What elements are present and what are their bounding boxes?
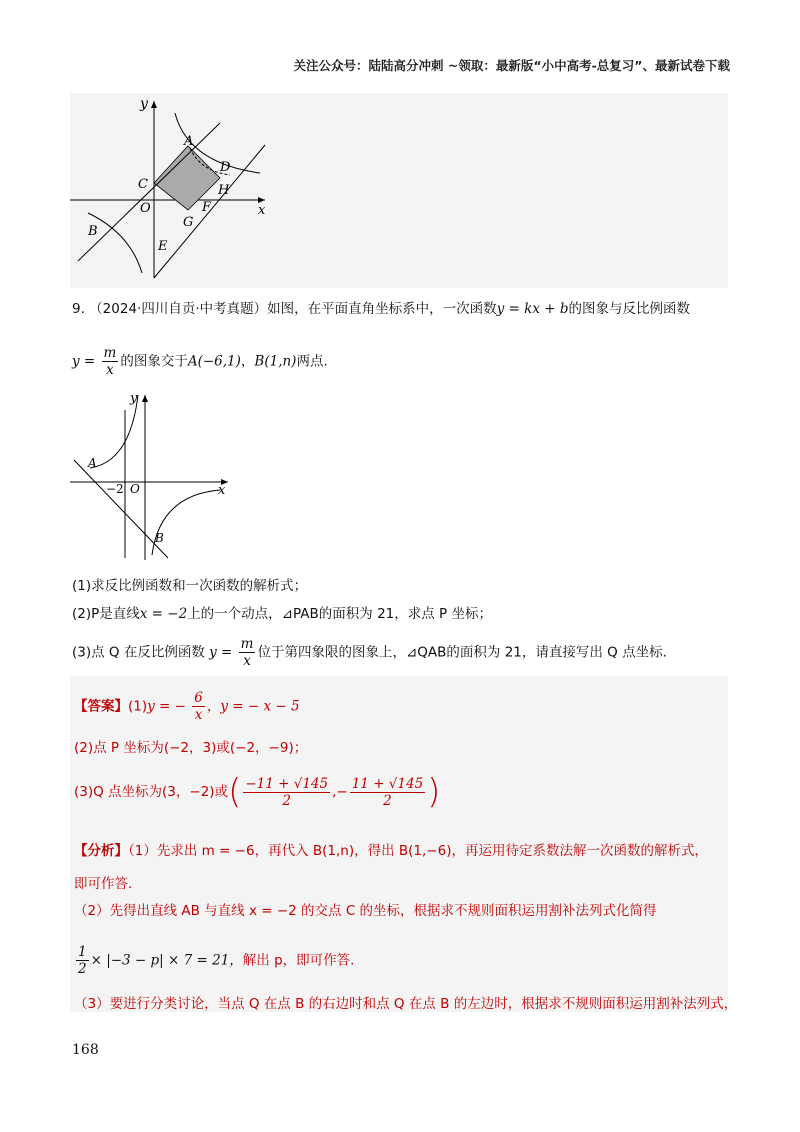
a3-comma: , <box>332 784 337 800</box>
a3-minus: − <box>336 784 348 800</box>
figure-2-svg <box>70 390 230 565</box>
fig1-label-O: O <box>140 201 151 216</box>
fig1-label-G: G <box>183 215 194 230</box>
fig1-label-x: x <box>258 203 266 218</box>
part-1-text: (1)求反比例函数和一次函数的解析式； <box>72 578 308 594</box>
q9-intro-suffix: 的图象与反比例函数 <box>568 301 690 317</box>
p3-suffix: 位于第四象限的图象上，⊿QAB的面积为 21，请直接写出 Q 点坐标. <box>257 644 667 661</box>
fig2-label-B: B <box>155 531 164 545</box>
q9-intro-text: 9. （2024·四川自贡·中考真题）如图，在平面直角坐标系中，一次函数 <box>72 301 497 317</box>
answer-line-3 <box>74 772 440 812</box>
q9-inverse-lhs: y = <box>72 353 96 370</box>
figure-1-svg <box>70 93 728 288</box>
a1-linear: ，y = − x − 5 <box>206 698 300 715</box>
part-2-line <box>72 602 492 622</box>
a3-prefix: (3)Q 点坐标为(3，−2)或 <box>74 784 229 800</box>
figure-2-graph <box>70 390 230 565</box>
fig2-label-O: O <box>130 482 140 496</box>
a3-fraction-1: $\frac{-11 + √145}{2}$ <box>245 775 329 809</box>
q9-point-b: B(1,n) <box>254 353 297 370</box>
fig1-label-D: D <box>220 160 231 175</box>
q9-inverse-fraction: $\frac{m}{x}$ <box>103 345 117 378</box>
analysis-label: 【分析】 <box>74 843 128 859</box>
analysis-line-5: （3）要进行分类讨论，当点 Q 在点 B 的右边时和点 Q 在点 B 的左边时，根据求不规则面积运用割补法列式， <box>74 996 738 1012</box>
fig2-label-x: x <box>218 483 226 498</box>
question-9-line2 <box>72 345 328 378</box>
a3-open-paren: ( <box>228 772 242 812</box>
fig1-label-B: B <box>88 224 98 239</box>
p2-suffix: 上的一个动点，⊿PAB的面积为 21，求点 P 坐标； <box>187 606 492 622</box>
p2-formula: x = −2 <box>139 606 188 622</box>
analysis-expression: × |−3 − p| × 7 = 21， <box>90 952 243 969</box>
p3-lhs: y = <box>209 644 233 661</box>
q9-separator: ， <box>240 353 255 370</box>
analysis-line-2: 即可作答. <box>74 876 133 892</box>
analysis-half-fraction: $\frac{1}{2}$ <box>78 944 87 977</box>
fig2-label-y: y <box>130 391 138 406</box>
a1-prefix: (1) <box>128 698 148 715</box>
a1-lhs: y = − <box>147 698 186 715</box>
answer-label: 【答案】 <box>74 698 128 715</box>
fig1-label-H: H <box>218 183 230 198</box>
a3-fraction-2: $\frac{11 + √145}{2}$ <box>351 775 424 809</box>
fig1-label-y: y <box>140 96 148 112</box>
p2-prefix: (2)P是直线 <box>72 606 140 622</box>
analysis-text-1: （1）先求出 m = −6，再代入 B(1,n)，得出 B(1,−6)，再运用待定系数法解一次函数的解析式， <box>128 843 708 859</box>
q9-point-a: A(−6,1) <box>187 353 241 370</box>
fig1-label-F: F <box>202 200 212 215</box>
page-number: 168 <box>72 1042 99 1058</box>
q9-intersect-text: 的图象交于 <box>120 353 188 370</box>
analysis-solve-text: 解出 p，即可作答. <box>242 952 355 969</box>
p3-fraction: $\frac{m}{x}$ <box>240 636 254 669</box>
analysis-line-1 <box>74 839 708 859</box>
fig2-label-minus2: −2 <box>106 482 124 496</box>
page-header: 关注公众号：陆陆高分冲刺 ~领取：最新版“小中高考-总复习”、最新试卷下载 <box>293 58 730 73</box>
figure-1-graph <box>70 93 728 288</box>
analysis-line-4 <box>74 944 354 977</box>
fig1-label-E: E <box>158 239 168 254</box>
answer-line-2: (2)点 P 坐标为(−2，3)或(−2，−9)； <box>74 740 308 756</box>
p3-prefix: (3)点 Q 在反比例函数 <box>72 644 205 661</box>
part-3-line <box>72 636 667 669</box>
a3-close-paren: ) <box>427 772 441 812</box>
q9-end-text: 两点. <box>296 353 328 370</box>
fig2-label-A: A <box>88 456 97 470</box>
fig1-label-C: C <box>138 177 148 192</box>
fig1-label-A: A <box>184 134 194 149</box>
q9-linear-formula: y = kx + b <box>496 301 569 317</box>
question-9-line1 <box>72 298 690 320</box>
a1-fraction: $\frac{6}{x}$ <box>194 690 203 723</box>
answer-line-1 <box>74 690 300 723</box>
analysis-line-3: （2）先得出直线 AB 与直线 x = −2 的交点 C 的坐标，根据求不规则面积运用割补法列式化简得 <box>74 903 657 919</box>
